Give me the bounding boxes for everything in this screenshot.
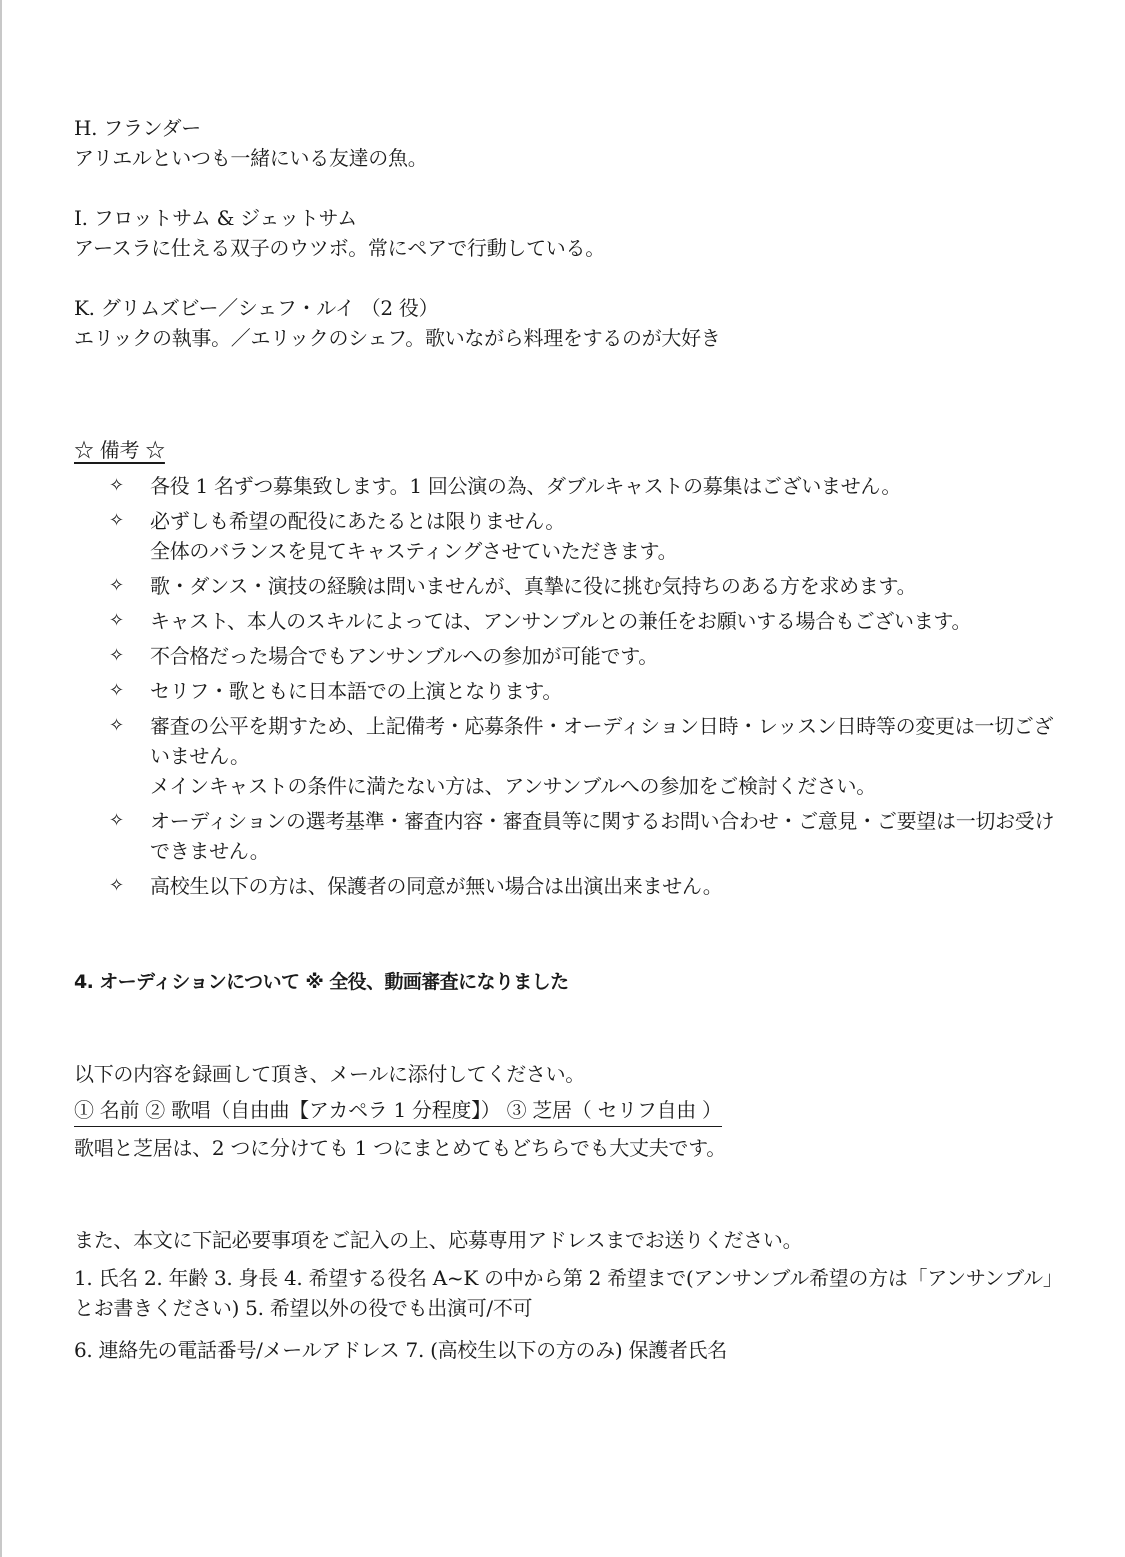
sparkle-bullet-icon: ✧ (109, 680, 125, 701)
notes-heading: ☆ 備考 ☆ (74, 438, 165, 462)
role-description: アリエルといつも一緒にいる友達の魚。 (74, 146, 428, 170)
list-item (74, 471, 1064, 501)
sparkle-bullet-icon: ✧ (109, 510, 125, 531)
note-line: オーディションの選考基準・審査内容・審査員等に関するお問い合わせ・ご意見・ご要望は一切お受けできません。 (150, 809, 1055, 863)
role-flotsam-jetsam (74, 203, 1064, 263)
sparkle-bullet-icon: ✧ (109, 475, 125, 496)
note-line: メインキャストの条件に満たない方は、アンサンブルへの参加をご検討ください。 (150, 774, 876, 798)
application-intro: また、本文に下記必要事項をご記入の上、応募専用アドレスまでお送りください。 (74, 1228, 803, 1252)
note-line: 審査の公平を期すため、上記備考・応募条件・オーディション日時・レッスン日時等の変更は一切ございません。 (150, 714, 1054, 768)
note-line: 各役 1 名ずつ募集致します。1 回公演の為、ダブルキャストの募集はございません。 (150, 474, 902, 498)
note-line: 歌・ダンス・演技の経験は問いませんが、真摯に役に挑む気持ちのある方を求めます。 (150, 574, 917, 598)
sparkle-bullet-icon: ✧ (109, 645, 125, 666)
list-item (74, 871, 1064, 901)
role-description: アースラに仕える双子のウツボ。常にペアで行動している。 (74, 236, 605, 260)
note-line: 全体のバランスを見てキャスティングさせていただきます。 (150, 539, 678, 563)
section-heading-audition: 4. オーディションについて ※ 全役、動画審査になりました (74, 971, 569, 993)
role-description: エリックの執事。／エリックのシェフ。歌いながら料理をするのが大好き (74, 326, 721, 350)
list-item (74, 676, 1064, 706)
list-item (74, 606, 1064, 636)
audition-note: 歌唱と芝居は、2 つに分けても 1 つにまとめてもどちらでも大丈夫です。 (74, 1136, 726, 1160)
list-item (74, 711, 1064, 801)
note-line: 必ずしも希望の配役にあたるとは限りません。 (150, 509, 565, 533)
role-grimsby-louis (74, 293, 1064, 353)
application-fields-contact: 6. 連絡先の電話番号/メールアドレス 7. (高校生以下の方のみ) 保護者氏名 (74, 1338, 727, 1362)
sparkle-bullet-icon: ✧ (109, 875, 125, 896)
list-item (74, 641, 1064, 671)
list-item (74, 806, 1064, 866)
sparkle-bullet-icon: ✧ (109, 810, 125, 831)
note-line: キャスト、本人のスキルによっては、アンサンブルとの兼任をお願いする場合もございます。 (150, 609, 972, 633)
note-line: 不合格だった場合でもアンサンブルへの参加が可能です。 (150, 644, 658, 668)
sparkle-bullet-icon: ✧ (109, 575, 125, 596)
role-title: H. フランダー (74, 116, 201, 140)
role-flounder (74, 113, 1064, 173)
application-fields: 1. 氏名 2. 年齢 3. 身長 4. 希望する役名 A~K の中から第 2 希望まで(アンサンブル希望の方は「アンサンブル」とお書きください) 5. 希望以外の役でも出演可/不可 (74, 1266, 1063, 1320)
sparkle-bullet-icon: ✧ (109, 715, 125, 736)
role-title: K. グリムズビー／シェフ・ルイ （2 役） (74, 296, 439, 320)
list-item (74, 571, 1064, 601)
notes-list (74, 471, 1064, 901)
note-line: 高校生以下の方は、保護者の同意が無い場合は出演出来ません。 (150, 874, 723, 898)
document-body (74, 113, 1064, 1365)
audition-items: ① 名前 ② 歌唱（自由曲【アカペラ 1 分程度】） ③ 芝居（ セリフ自由 ） (74, 1095, 722, 1127)
note-line: セリフ・歌ともに日本語での上演となります。 (150, 679, 563, 703)
role-title: I. フロットサム & ジェットサム (74, 206, 357, 230)
list-item (74, 506, 1064, 566)
page-edge (0, 0, 2, 1557)
audition-intro: 以下の内容を録画して頂き、メールに添付してください。 (74, 1062, 585, 1086)
sparkle-bullet-icon: ✧ (109, 610, 125, 631)
